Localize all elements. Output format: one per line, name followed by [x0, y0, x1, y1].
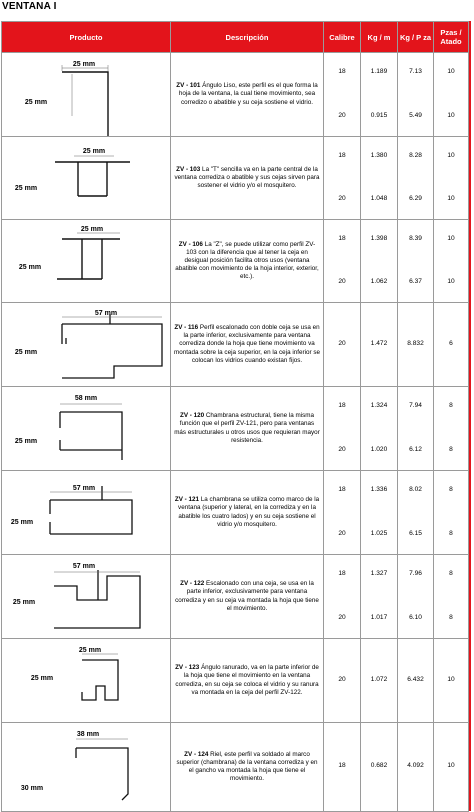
header-calibre: Calibre: [324, 22, 361, 53]
product-code: ZV - 106: [178, 240, 203, 248]
product-code: ZV - 101: [176, 82, 201, 90]
profile-drawing-cell: [2, 555, 171, 639]
product-table-wrapper: [1, 21, 468, 811]
product-code: ZV - 122: [180, 580, 205, 588]
kg-m-value: 1.062: [370, 277, 388, 285]
product-code: ZV - 121: [174, 496, 200, 504]
product-description: Perfil escalonado con doble ceja se usa en la parte inferior, exclusivamente para ventana corrediza donde la hoja que tiene movimiento va montada sobre la ceja superior, en la ceja inferior se colocan los vidrios cuando existan fijos.: [174, 324, 320, 364]
calibre-value: 20: [338, 277, 346, 285]
dimension-label-width: 25 mm: [78, 646, 102, 654]
calibre-value: 18: [338, 401, 346, 409]
calibre-cell: [324, 137, 361, 220]
profile-drawing-cell: [2, 471, 171, 555]
profile-drawing-cell: [2, 53, 171, 137]
kg-pza-value: 6.29: [409, 194, 422, 202]
description-cell: [171, 555, 324, 639]
product-table: [1, 21, 469, 812]
kg-m-value: 0.682: [370, 762, 388, 769]
calibre-cell: [324, 471, 361, 555]
kg-m-value: 1.327: [370, 569, 388, 577]
kg-pza-value: 6.10: [409, 613, 422, 621]
kg-m-value: 1.398: [370, 234, 388, 242]
kg-pza-cell: [398, 137, 434, 220]
pzas-atado-cell: [434, 53, 469, 137]
description-cell: [171, 137, 324, 220]
kg-pza-cell: [398, 471, 434, 555]
table-row: [2, 53, 469, 137]
kg-m-value: 1.017: [370, 613, 388, 621]
kg-m-value: 1.189: [370, 67, 388, 75]
pzas-atado-value: 10: [447, 277, 455, 285]
calibre-cell: [324, 387, 361, 471]
profile-drawing: [2, 556, 171, 638]
product-description: La "T" sencilla va en la parte central de la ventana corrediza o abatible y sus cejas sirven para sostener el vidrio y/o el mosquitero.: [174, 165, 320, 190]
kg-m-cell: [361, 220, 398, 303]
page-title: VENTANA I: [2, 1, 57, 12]
calibre-value: 18: [338, 485, 346, 493]
dimension-label-width: 57 mm: [72, 562, 96, 570]
product-description: Ángulo ranurado, va en la parte inferior de la hoja que tiene el movimiento en la ventana corrediza, en su ceja se coloca el vidrio y su ranura va montada en la ceja del perfil ZV-122.: [175, 664, 319, 696]
table-row: [2, 387, 469, 471]
product-description: Riel, este perfil va soldado al marco superior (chambrana) de la ventana corrediza y en el gancho va montada la hoja que tiene el movimiento.: [176, 750, 318, 783]
dimension-label-height: 25 mm: [24, 98, 48, 106]
kg-m-value: 1.025: [370, 529, 388, 537]
kg-pza-value: 7.13: [409, 67, 422, 75]
pzas-atado-value: 10: [447, 194, 455, 202]
pzas-atado-value: 6: [449, 339, 453, 347]
kg-m-cell: [361, 471, 398, 555]
dimension-label-height: 30 mm: [20, 784, 44, 792]
kg-pza-value: 6.432: [407, 675, 424, 683]
kg-pza-value: 6.12: [409, 445, 422, 453]
kg-pza-value: 4.092: [407, 762, 424, 769]
pzas-atado-value: 10: [447, 67, 455, 75]
pzas-atado-value: 8: [449, 401, 453, 409]
pzas-atado-cell: [434, 471, 469, 555]
calibre-value: 18: [338, 569, 346, 577]
description-cell: [171, 387, 324, 471]
calibre-value: 18: [338, 762, 346, 769]
kg-pza-cell: [398, 555, 434, 639]
kg-pza-value: 8.28: [409, 151, 422, 159]
kg-pza-value: 8.832: [407, 339, 424, 347]
pzas-atado-cell: [434, 303, 469, 387]
calibre-value: 18: [338, 151, 346, 159]
table-row: [2, 137, 469, 220]
calibre-value: 20: [338, 445, 346, 453]
kg-pza-cell: [398, 303, 434, 387]
table-row: [2, 303, 469, 387]
pzas-atado-value: 10: [447, 151, 455, 159]
profile-drawing-cell: [2, 137, 171, 220]
product-code: ZV - 103: [176, 165, 201, 173]
profile-drawing-cell: [2, 723, 171, 812]
kg-pza-value: 6.15: [409, 529, 422, 537]
dimension-label-height: 25 mm: [14, 348, 38, 356]
kg-pza-value: 5.49: [409, 111, 422, 119]
profile-drawing: [2, 54, 171, 136]
header-kg-m: Kg / m: [361, 22, 398, 53]
dimension-label-width: 57 mm: [72, 484, 96, 492]
profile-drawing: [2, 304, 171, 386]
pzas-atado-cell: [434, 723, 469, 812]
kg-pza-cell: [398, 723, 434, 812]
calibre-value: 20: [338, 194, 346, 202]
calibre-cell: [324, 639, 361, 723]
calibre-cell: [324, 555, 361, 639]
table-row: [2, 220, 469, 303]
kg-m-cell: [361, 555, 398, 639]
table-row: [2, 639, 469, 723]
dimension-label-width: 25 mm: [82, 147, 106, 155]
kg-m-value: 1.072: [370, 675, 388, 683]
calibre-cell: [324, 220, 361, 303]
profile-drawing: [2, 221, 171, 302]
profile-drawing-cell: [2, 387, 171, 471]
kg-pza-value: 8.39: [409, 234, 422, 242]
pzas-atado-value: 10: [447, 111, 455, 119]
calibre-value: 18: [338, 234, 346, 242]
pzas-atado-value: 8: [449, 445, 453, 453]
kg-pza-value: 6.37: [409, 277, 422, 285]
product-description: Escalonado con una ceja, se usa en la parte inferior, exclusivamente para ventana corrediza y en su ceja va montada la hoja que tiene el movimiento.: [175, 580, 319, 612]
pzas-atado-cell: [434, 639, 469, 723]
profile-drawing-cell: [2, 639, 171, 723]
kg-m-value: 1.324: [370, 401, 388, 409]
dimension-label-height: 25 mm: [18, 263, 42, 271]
kg-m-cell: [361, 303, 398, 387]
description-cell: [171, 303, 324, 387]
profile-drawing: [2, 724, 171, 811]
pzas-atado-value: 10: [447, 234, 455, 242]
kg-pza-cell: [398, 639, 434, 723]
product-description: La "Z", se puede utilizar como perfil ZV-103 con la diferencia que al tener la ceja en desigual posición facilita otros usos (ventana abatible con movimiento de la hoja interior, exterior, etc.).: [175, 240, 319, 281]
table-header-row: [2, 22, 469, 53]
description-cell: [171, 220, 324, 303]
description-cell: [171, 471, 324, 555]
header-pzas-atado: Pzas / Atado: [434, 22, 469, 53]
pzas-atado-value: 8: [449, 485, 453, 493]
header-descripcion: Descripción: [171, 22, 324, 53]
kg-pza-value: 7.96: [409, 569, 422, 577]
calibre-cell: [324, 723, 361, 812]
profile-drawing: [2, 388, 171, 470]
product-description: Ángulo Liso, este perfil es el que forma la hoja de la ventana, la cual tiene movimiento, sea corredizo o abatible y su ceja sostiene el vidrio.: [178, 82, 318, 106]
kg-pza-cell: [398, 220, 434, 303]
dimension-label-height: 25 mm: [14, 184, 38, 192]
header-producto: Producto: [2, 22, 171, 53]
kg-pza-cell: [398, 387, 434, 471]
kg-pza-value: 8.02: [409, 485, 422, 493]
pzas-atado-value: 10: [447, 675, 455, 683]
calibre-cell: [324, 53, 361, 137]
dimension-label-width: 38 mm: [76, 730, 100, 738]
table-row: [2, 555, 469, 639]
pzas-atado-cell: [434, 220, 469, 303]
product-code: ZV - 124: [184, 750, 209, 758]
profile-drawing: [2, 472, 171, 554]
calibre-value: 20: [338, 111, 346, 119]
pzas-atado-value: 8: [449, 529, 453, 537]
calibre-value: 20: [338, 613, 346, 621]
product-description: Chambrana estructural, tiene la misma función que el perfil ZV-121, pero para ventanas más estructurales u otros usos que requieran mayor resistencia.: [174, 412, 320, 444]
product-code: ZV - 116: [174, 324, 199, 332]
product-code: ZV - 123: [175, 664, 200, 672]
product-code: ZV - 120: [179, 412, 205, 420]
dimension-label-width: 57 mm: [94, 309, 118, 317]
profile-drawing: [2, 640, 171, 722]
kg-pza-cell: [398, 53, 434, 137]
pzas-atado-cell: [434, 555, 469, 639]
description-cell: [171, 53, 324, 137]
pzas-atado-value: 8: [449, 613, 453, 621]
kg-m-value: 1.336: [370, 485, 388, 493]
kg-m-cell: [361, 137, 398, 220]
kg-m-cell: [361, 723, 398, 812]
kg-m-cell: [361, 53, 398, 137]
kg-pza-value: 7.94: [409, 401, 422, 409]
dimension-label-height: 25 mm: [12, 598, 36, 606]
table-row: [2, 471, 469, 555]
pzas-atado-value: 8: [449, 569, 453, 577]
calibre-value: 20: [338, 675, 346, 683]
pzas-atado-value: 10: [447, 762, 455, 769]
description-cell: [171, 639, 324, 723]
kg-m-cell: [361, 387, 398, 471]
pzas-atado-cell: [434, 137, 469, 220]
description-cell: [171, 723, 324, 812]
calibre-value: 20: [338, 529, 346, 537]
pzas-atado-cell: [434, 387, 469, 471]
profile-drawing-cell: [2, 303, 171, 387]
dimension-label-width: 25 mm: [80, 225, 104, 233]
dimension-label-height: 25 mm: [30, 674, 54, 682]
product-description: La chambrana se utiliza como marco de la ventana (superior y lateral, en la corrediza y en la abatible los cuatro lados) y en su ceja sostiene el vidrio y/o mosquitero.: [178, 496, 320, 528]
calibre-cell: [324, 303, 361, 387]
kg-m-value: 1.020: [370, 445, 388, 453]
dimension-label-width: 58 mm: [74, 394, 98, 402]
dimension-label-height: 25 mm: [10, 518, 34, 526]
kg-m-value: 1.048: [370, 194, 388, 202]
profile-drawing: [2, 138, 171, 219]
header-kg-pza: Kg / P za: [398, 22, 434, 53]
kg-m-value: 1.472: [370, 339, 388, 347]
calibre-value: 18: [338, 67, 346, 75]
kg-m-cell: [361, 639, 398, 723]
table-row: [2, 723, 469, 812]
dimension-label-height: 25 mm: [14, 437, 38, 445]
profile-drawing-cell: [2, 220, 171, 303]
kg-m-value: 1.380: [370, 151, 388, 159]
calibre-value: 20: [338, 339, 346, 347]
dimension-label-width: 25 mm: [72, 60, 96, 68]
kg-m-value: 0.915: [370, 111, 388, 119]
